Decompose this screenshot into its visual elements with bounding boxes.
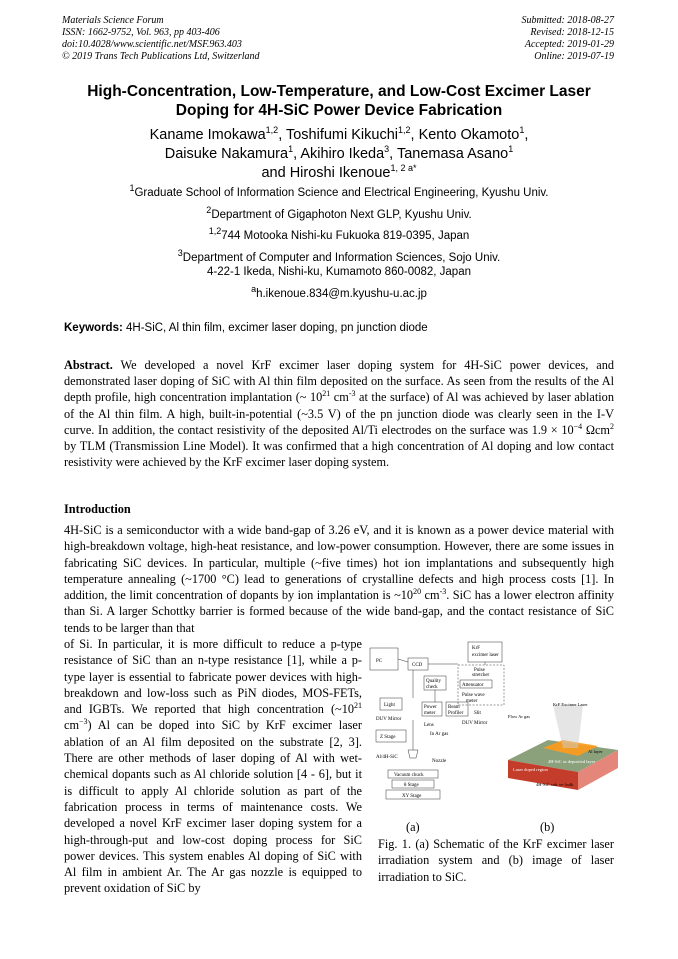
pc-box xyxy=(370,648,398,670)
svg-text:Laser doped region: Laser doped region xyxy=(513,767,548,772)
svg-text:stretcher: stretcher xyxy=(472,673,490,678)
svg-text:XY Stage: XY Stage xyxy=(402,794,422,799)
author-email: $^a$h.ikenoue.834@m.kyushu-u.ac.jp xyxy=(251,284,427,300)
svg-text:Pulse wave: Pulse wave xyxy=(462,693,485,698)
figure-caption: Fig. 1. (a) Schematic of the KrF excimer laser irradiation system and (b) image of laser irradiation to SiC. xyxy=(378,837,614,884)
section-heading-introduction: Introduction xyxy=(64,502,131,516)
svg-text:In Ar gas: In Ar gas xyxy=(430,732,449,737)
svg-text:Beam: Beam xyxy=(448,705,460,710)
svg-text:Lens: Lens xyxy=(424,723,434,728)
svg-text:KrF: KrF xyxy=(472,646,481,651)
svg-text:Z Stage: Z Stage xyxy=(380,735,396,740)
laser-photo-diagram xyxy=(508,702,618,790)
svg-text:Nozzle: Nozzle xyxy=(432,759,447,764)
svg-text:Flow Ar gas: Flow Ar gas xyxy=(508,714,531,719)
figure-label-a: (a) xyxy=(406,820,420,834)
journal-name: Materials Science Forum xyxy=(62,15,164,26)
affiliation-3: $^3$Department of Computer and Information Sciences, Sojo Univ. 4-22-1 Ikeda, Nishi-ku, Kumamoto 860-0082, Japan xyxy=(177,248,501,278)
svg-text:DUV Mirror: DUV Mirror xyxy=(376,717,402,722)
copyright: © 2019 Trans Tech Publications Ltd, Switzerland xyxy=(62,51,260,62)
keywords: Keywords: 4H-SiC, Al thin film, excimer laser doping, pn junction diode xyxy=(64,322,428,334)
svg-text:Slit: Slit xyxy=(474,711,481,716)
affiliation-1: $^1$Graduate School of Information Science and Electrical Engineering, Kyushu Univ. xyxy=(129,183,549,199)
svg-text:DUV Mirror: DUV Mirror xyxy=(462,721,488,726)
svg-text:KrF Excimer Laser: KrF Excimer Laser xyxy=(553,702,588,707)
affiliation-address-1: $^{1,2}$744 Motooka Nishi-ku Fukuoka 819-0395, Japan xyxy=(208,226,470,242)
affiliation-2: $^2$Department of Gigaphoton Next GLP, Kyushu Univ. xyxy=(206,205,472,221)
intro-paragraph-continued: of Si. In particular, it is more difficult to reduce a p-type resistance of SiC than an n-type resistance [1], while a p-type layer is essential to fabricate power devices with high-breakdown and low-loss such as PiN diodes, MOS-FETs, and IGBTs. We reported that high concentration ($\sim 10^{21}$ $cm^{-3}$) Al can be doped into SiC by KrF excimer laser ablation of an Al film deposited on the substrate [2, 3]. There are other methods of laser doping of Al with wet-chemical dopants such as Al chloride solution [4 - 6], but it is difficult to apply Al chloride solution as part of the fabrication process in terms of maintenance costs. We developed a novel KrF excimer laser doping system for a high-through-put and low-cost doping process for SiC power devices. This system enables Al doping of SiC with Al film in ambient Ar. The Ar gas nozzle is equipped to prevent oxidation of SiC by xyxy=(64,637,362,896)
svg-text:Light: Light xyxy=(384,703,395,708)
svg-text:check: check xyxy=(426,685,438,690)
svg-text:Quality: Quality xyxy=(426,679,441,684)
doi: doi:10.4028/www.scientific.net/MSF.963.403 xyxy=(62,39,242,50)
svg-text:Vacuum chuck: Vacuum chuck xyxy=(394,773,424,778)
svg-text:CCD: CCD xyxy=(412,663,423,668)
revised-date: Revised: 2018-12-15 xyxy=(530,27,614,38)
svg-text:Al/4H-SiC: Al/4H-SiC xyxy=(376,755,398,760)
svg-text:meter: meter xyxy=(424,711,436,716)
svg-text:Al layer: Al layer xyxy=(588,749,603,754)
online-date: Online: 2019-07-19 xyxy=(534,51,614,62)
svg-text:4H-SiC as deposited layer: 4H-SiC as deposited layer xyxy=(548,759,596,764)
figure-1 xyxy=(368,640,618,815)
svg-text:Pulse: Pulse xyxy=(474,668,485,673)
krf-laser-box xyxy=(468,642,502,662)
journal-header-right xyxy=(522,15,615,63)
laser-path xyxy=(408,720,418,758)
intro-paragraph: 4H-SiC is a semiconductor with a wide band-gap of 3.26 eV, and it is known as a power device material with high-breakdown voltage, high-heat resistance, and low-power consumption. However, there are some issues in fabricating SiC devices. In particular, multiple (~five times) hot ion implantations and subsequently high temperature annealing (~1700 °C) lead to generations of crystalline defects and high process costs [1]. In addition, the limit concentration of dopants by ion implantation is $\sim 10^{20}$ $cm^{-3}$. SiC has a lower electron affinity than Si. A larger Schottky barrier is formed because of the wide band-gap, and the contact resistance of SiC tends to be larger than that xyxy=(64,523,614,635)
submitted-date: Submitted: 2018-08-27 xyxy=(521,15,614,26)
svg-text:meter: meter xyxy=(466,699,478,704)
accepted-date: Accepted: 2019-01-29 xyxy=(524,39,614,50)
paper-title: High-Concentration, Low-Temperature, and Low-Cost Excimer Laser Doping for 4H-SiC Power Device Fabrication xyxy=(87,83,591,119)
svg-text:θ Stage: θ Stage xyxy=(404,783,419,788)
issn: ISSN: 1662-9752, Vol. 963, pp 403-406 xyxy=(62,27,220,38)
svg-text:PC: PC xyxy=(376,659,383,664)
author-list: Kaname Imokawa$^{1,2}$, Toshifumi Kikuchi$^{1,2}$, Kento Okamoto$^1$, Daisuke Nakamura$^1$, Akihiro Ikeda$^3$, Tanemasa Asano$^1$ and Hiroshi Ikenoue$^{1, 2 a*}$ xyxy=(149,125,529,181)
svg-text:Profiler: Profiler xyxy=(448,711,464,716)
journal-header-left xyxy=(62,15,260,63)
svg-text:Attenuator: Attenuator xyxy=(462,683,484,688)
svg-text:excimer laser: excimer laser xyxy=(472,653,499,658)
svg-text:Power: Power xyxy=(424,705,437,710)
abstract: Abstract. We developed a novel KrF excimer laser doping system for 4H-SiC power devices, and demonstrated laser doping of SiC with Al thin film deposited on the surface. As seen from the results of the Al depth profile, high concentration implantation (~ $10^{21}$ $cm^{-3}$ at the surface) of Al was achieved by laser ablation of the Al thin film. A high, built-in-potential (~3.5 V) of the pn junction diode was clearly seen in the I-V curve. In addition, the contact resistivity of the deposited Al/Ti electrodes on the surface was $1.9 \times 10^{-4}$ Ωcm$^2$ by TLM (Transmission Line Model). It was confirmed that a high concentration of Al doping and low contact resistivity were achieved by the KrF excimer laser doping system. xyxy=(64,358,614,470)
svg-text:4H-SiC sub. n+ bulk: 4H-SiC sub. n+ bulk xyxy=(536,782,574,787)
schematic-diagram xyxy=(370,642,504,799)
figure-label-b: (b) xyxy=(540,820,555,834)
